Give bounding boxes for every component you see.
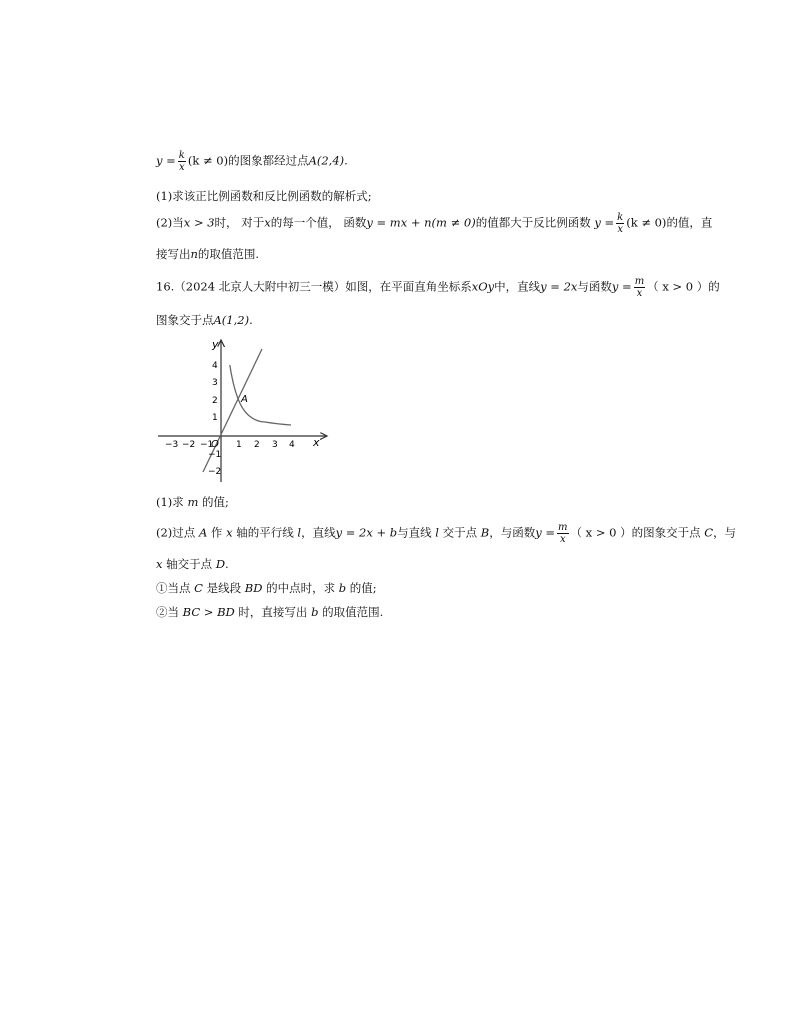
y-tick-label: −2 (208, 467, 222, 477)
y-tick-label: 4 (212, 361, 218, 371)
fraction-m-over-x-2: $\frac{m}{x}$ (558, 522, 568, 545)
x-axis-label: x (313, 436, 320, 449)
fraction-k-over-x: $\frac{k}{x}$ (178, 150, 185, 173)
y-tick-label: 1 (212, 413, 218, 423)
p16-sub2: ②当 BC > BD 时，直接写出 b 的取值范围. (156, 605, 384, 619)
x-tick-label: 1 (236, 440, 242, 450)
p15-part2-line2: 接写出n的取值范围. (156, 247, 260, 261)
point-a: A(2,4) (308, 153, 345, 168)
p15-continuation: y = $\frac{k}{x}$ (k ≠ 0)的图象都经过点A(2,4). (156, 150, 348, 173)
p16-intro: 16.（2024 北京人大附中初三一模）如图，在平面直角坐标系xOy中，直线y = 2x与函数y = $\frac{m}{x}$ （ x > 0 ）的 (156, 276, 720, 299)
y-tick-label: 3 (212, 378, 218, 388)
x-tick-label: −2 (182, 440, 196, 450)
x-tick-label: −3 (165, 440, 179, 450)
x-tick-label: 2 (254, 440, 260, 450)
fraction-k-over-x-2: $\frac{k}{x}$ (617, 212, 624, 235)
p16-part2-line2: x 轴交于点 D. (156, 557, 229, 571)
p16-part1: (1)求 m 的值; (156, 495, 229, 509)
x-tick-label: 3 (272, 440, 278, 450)
y-tick-label: 2 (212, 396, 218, 406)
coordinate-figure (155, 336, 335, 486)
hyperbola-curve (230, 365, 291, 425)
p16-sub1: ①当点 C 是线段 BD 的中点时，求 b 的值; (156, 581, 377, 595)
function-y: y = (156, 153, 176, 168)
p15-part1: (1)求该正比例函数和反比例函数的解析式; (156, 189, 372, 203)
x-tick-label: 4 (289, 440, 295, 450)
y-axis-label: y (212, 338, 219, 351)
p15-part2: (2)当x > 3时， 对于x的每一个值， 函数y = mx + n(m ≠ 0)的值都大于反比例函数 y = $\frac{k}{x}$ (k ≠ 0)的值，直 (156, 212, 713, 235)
p16-part2: (2)过点 A 作 x 轴的平行线 l，直线y = 2x + b与直线 l 交于点 B，与函数y = $\frac{m}{x}$ （ x > 0 ）的图象交于点 C，与 (156, 522, 737, 545)
point-a-label: A (241, 394, 248, 405)
origin-label: O (211, 439, 219, 450)
y-tick-label: −1 (208, 450, 222, 460)
x-tick-label: −1 (200, 440, 214, 450)
p16-intro-line2: 图象交于点A(1,2). (156, 313, 253, 327)
fraction-m-over-x: $\frac{m}{x}$ (634, 276, 645, 299)
